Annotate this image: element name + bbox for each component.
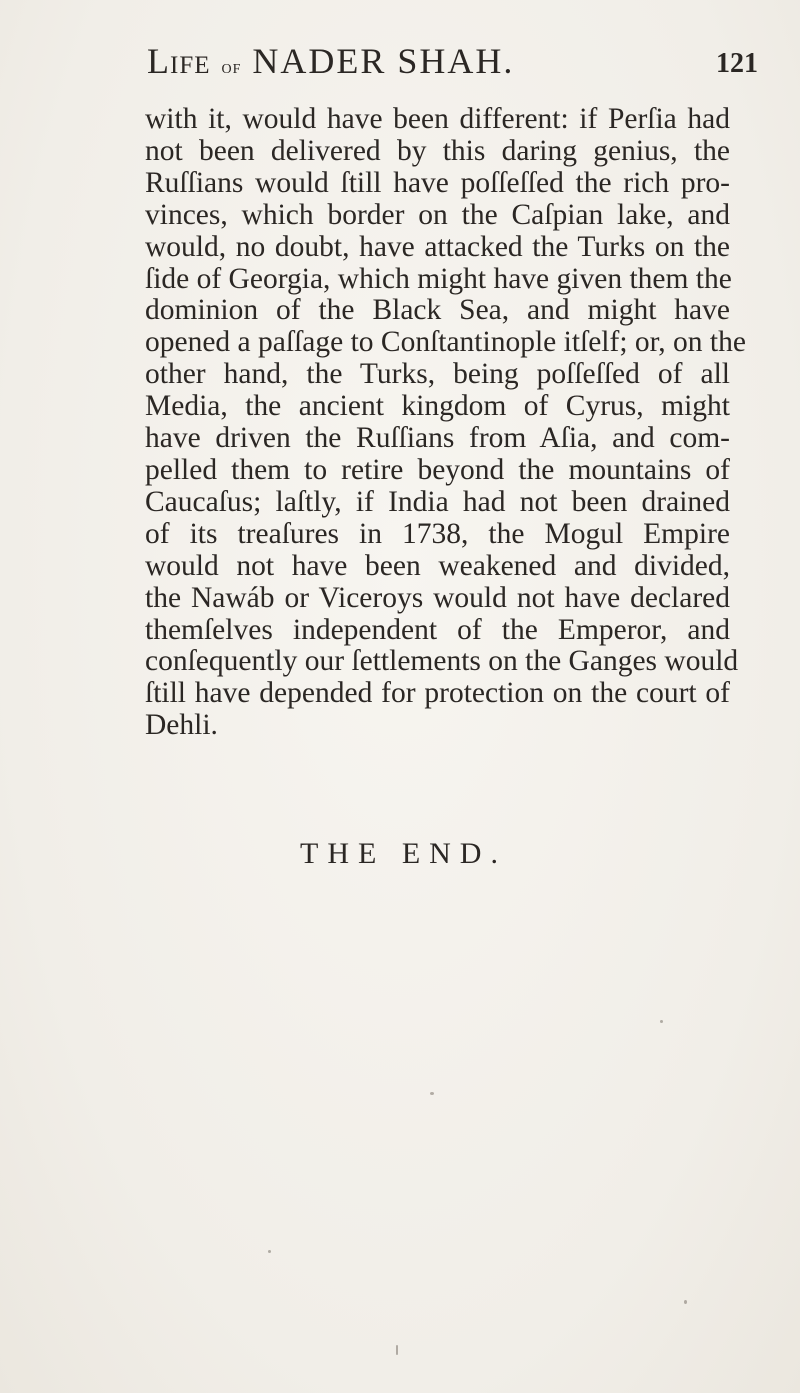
text-line: ſtill have depended for protection on the court of	[145, 677, 730, 710]
running-head-name: NADER SHAH.	[252, 41, 515, 81]
paper-speck	[684, 1300, 687, 1304]
text-line: pelled them to retire beyond the mountains of	[145, 453, 730, 486]
text-line: the Nawáb or Viceroys would not have declared	[145, 581, 730, 614]
body-paragraph	[145, 103, 746, 742]
text-line: ſide of Georgia, which might have given them the	[145, 262, 732, 295]
text-line: have driven the Ruſſians from Aſia, and com-	[145, 422, 730, 455]
text-line: would not have been weakened and divided,	[145, 549, 730, 582]
the-end-mark: THE END.	[300, 837, 507, 870]
paper-speck	[660, 1020, 663, 1023]
text-line-last: Dehli.	[145, 709, 218, 742]
text-line: with it, would have been different: if Perſia had	[145, 103, 730, 135]
text-line: themſelves independent of the Emperor, and	[145, 613, 730, 646]
running-head-life: Life	[147, 41, 211, 81]
paper-speck	[430, 1092, 434, 1095]
text-line: not been delivered by this daring genius, the	[145, 134, 730, 167]
running-head-of: of	[221, 56, 242, 78]
page-number: 121	[716, 48, 758, 79]
text-line: Ruſſians would ſtill have poſſeſſed the rich pro-	[145, 166, 730, 199]
text-line: other hand, the Turks, being poſſeſſed of all	[145, 358, 730, 391]
text-line: dominion of the Black Sea, and might have	[145, 294, 730, 327]
running-head	[147, 40, 607, 82]
text-line: Caucaſus; laſtly, if India had not been drained	[145, 485, 730, 518]
paper-speck	[268, 1250, 271, 1253]
text-line: of its treaſures in 1738, the Mogul Empire	[145, 517, 730, 550]
text-line: Media, the ancient kingdom of Cyrus, might	[145, 390, 730, 423]
text-line: conſequently our ſettlements on the Ganges would	[145, 645, 739, 678]
text-line: opened a paſſage to Conſtantinople itſelf; or, on the	[145, 326, 746, 359]
text-line: would, no doubt, have attacked the Turks on the	[145, 230, 730, 263]
text-line: vinces, which border on the Caſpian lake, and	[145, 198, 730, 231]
paper-speck	[396, 1345, 398, 1355]
